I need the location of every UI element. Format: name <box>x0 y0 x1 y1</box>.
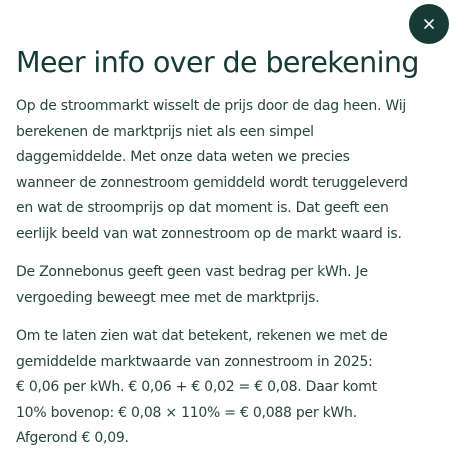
paragraph-zonnebonus <box>16 260 368 311</box>
text-line: en wat de stroomprijs op dat moment is. Dat geeft een <box>16 200 389 216</box>
text-line: De Zonnebonus geeft geen vast bedrag per kWh. Je <box>16 264 368 280</box>
text-line: daggemiddelde. Met onze data weten we precies <box>16 149 350 165</box>
text-line: wanneer de zonnestroom gemiddeld wordt teruggeleverd <box>16 174 408 191</box>
text-line: eerlijk beeld van wat zonnestroom op de markt waard is. <box>16 225 402 242</box>
text-line: Afgerond € 0,09. <box>16 430 129 446</box>
paragraph-market-price <box>16 94 408 247</box>
close-icon <box>424 19 434 29</box>
paragraph-calculation-example <box>16 324 388 452</box>
text-line: € 0,06 per kWh. € 0,06 + € 0,02 = € 0,08. Daar komt <box>16 379 377 395</box>
text-line: 10% bovenop: € 0,08 × 110% = € 0,088 per kWh. <box>16 404 357 421</box>
text-line: gemiddelde marktwaarde van zonnestroom in 2025: <box>16 353 373 370</box>
text-line: berekenen de marktprijs niet als een simpel <box>16 123 314 140</box>
text-line: vergoeding beweegt mee met de marktprijs. <box>16 289 320 306</box>
text-line: Om te laten zien wat dat betekent, rekenen we met de <box>16 328 388 344</box>
close-button[interactable] <box>409 4 449 44</box>
text-line: Op de stroommarkt wisselt de prijs door de dag heen. Wij <box>16 98 406 114</box>
modal-title: Meer info over de berekening <box>16 46 419 79</box>
